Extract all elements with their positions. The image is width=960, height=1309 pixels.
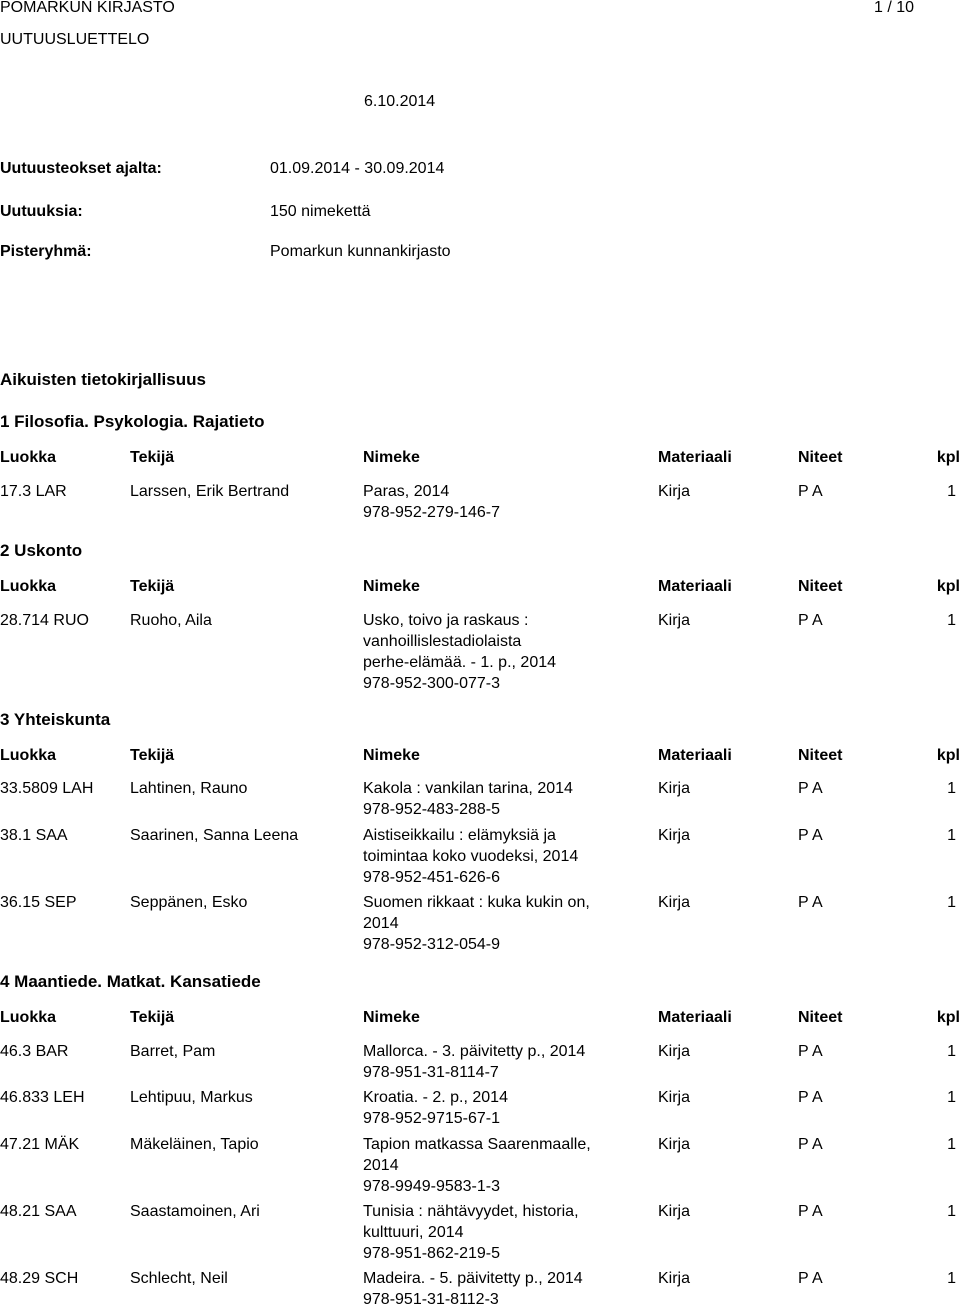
cell-kpl: 1 [947, 1043, 956, 1060]
column-header-materiaali: Materiaali [658, 747, 732, 764]
column-header-tekija: Tekijä [130, 747, 175, 764]
cell-tekija: Seppänen, Esko [130, 894, 248, 911]
cell-nimeke-line: vanhoillislestadiolaista [363, 633, 522, 650]
cell-nimeke-line: 978-952-9715-67-1 [363, 1110, 500, 1127]
section-title: 3 Yhteiskunta [0, 710, 111, 729]
column-header-tekija: Tekijä [130, 449, 175, 466]
cell-niteet: P A [798, 1270, 823, 1287]
column-header-luokka: Luokka [0, 1009, 57, 1026]
column-header-luokka: Luokka [0, 747, 57, 764]
column-header-nimeke: Nimeke [363, 449, 420, 466]
cell-nimeke-line: Tunisia : nähtävyydet, historia, [363, 1203, 579, 1220]
cell-materiaali: Kirja [658, 483, 691, 500]
column-header-nimeke: Nimeke [363, 1009, 420, 1026]
column-header-luokka: Luokka [0, 449, 57, 466]
cell-nimeke-line: Usko, toivo ja raskaus : [363, 612, 529, 629]
meta-label-period: Uutuusteokset ajalta: [0, 160, 162, 177]
cell-kpl: 1 [947, 1136, 956, 1153]
section-title: 2 Uskonto [0, 541, 83, 560]
cell-kpl: 1 [947, 894, 956, 911]
section-title: 1 Filosofia. Psykologia. Rajatieto [0, 412, 265, 431]
cell-kpl: 1 [947, 1089, 956, 1106]
cell-tekija: Lehtipuu, Markus [130, 1089, 253, 1106]
meta-label-group: Pisteryhmä: [0, 243, 92, 260]
cell-niteet: P A [798, 1203, 823, 1220]
cell-nimeke-line: 2014 [363, 1157, 399, 1174]
cell-luokka: 47.21 MÄK [0, 1136, 80, 1153]
cell-tekija: Saastamoinen, Ari [130, 1203, 260, 1220]
cell-nimeke-line: 978-952-279-146-7 [363, 504, 500, 521]
cell-tekija: Barret, Pam [130, 1043, 216, 1060]
cell-materiaali: Kirja [658, 1270, 691, 1287]
cell-luokka: 36.15 SEP [0, 894, 77, 911]
cell-nimeke-line: 978-951-31-8112-3 [363, 1291, 499, 1308]
cell-kpl: 1 [947, 1203, 956, 1220]
column-header-nimeke: Nimeke [363, 578, 420, 595]
cell-tekija: Saarinen, Sanna Leena [130, 827, 299, 844]
list-title: UUTUUSLUETTELO [0, 31, 150, 48]
column-header-niteet: Niteet [798, 747, 843, 764]
report-date: 6.10.2014 [364, 93, 436, 110]
cell-tekija: Mäkeläinen, Tapio [130, 1136, 259, 1153]
meta-value-count: 150 nimekettä [270, 203, 371, 220]
section-title: 4 Maantiede. Matkat. Kansatiede [0, 972, 261, 991]
cell-niteet: P A [798, 612, 823, 629]
cell-niteet: P A [798, 827, 823, 844]
cell-niteet: P A [798, 1136, 823, 1153]
cell-nimeke-line: Kakola : vankilan tarina, 2014 [363, 780, 573, 797]
cell-tekija: Lahtinen, Rauno [130, 780, 248, 797]
column-header-materiaali: Materiaali [658, 449, 732, 466]
cell-kpl: 1 [947, 612, 956, 629]
cell-niteet: P A [798, 894, 823, 911]
cell-niteet: P A [798, 1043, 823, 1060]
cell-materiaali: Kirja [658, 780, 691, 797]
cell-luokka: 38.1 SAA [0, 827, 68, 844]
cell-luokka: 46.833 LEH [0, 1089, 85, 1106]
cell-materiaali: Kirja [658, 1043, 691, 1060]
cell-nimeke-line: 2014 [363, 915, 399, 932]
cell-nimeke-line: 978-952-483-288-5 [363, 801, 500, 818]
cell-tekija: Larssen, Erik Bertrand [130, 483, 290, 500]
cell-nimeke-line: toimintaa koko vuodeksi, 2014 [363, 848, 579, 865]
column-header-niteet: Niteet [798, 578, 843, 595]
cell-nimeke-line: 978-952-451-626-6 [363, 869, 500, 886]
cell-nimeke-line: 978-952-300-077-3 [363, 675, 500, 692]
cell-nimeke-line: 978-9949-9583-1-3 [363, 1178, 500, 1195]
cell-materiaali: Kirja [658, 894, 691, 911]
cell-kpl: 1 [947, 827, 956, 844]
cell-kpl: 1 [947, 483, 956, 500]
page-number: 1 / 10 [874, 0, 915, 16]
cell-materiaali: Kirja [658, 612, 691, 629]
column-header-niteet: Niteet [798, 1009, 843, 1026]
column-header-kpl: kpl [936, 449, 960, 466]
cell-nimeke-line: Tapion matkassa Saarenmaalle, [363, 1136, 591, 1153]
column-header-kpl: kpl [936, 747, 960, 764]
cell-luokka: 28.714 RUO [0, 612, 89, 629]
cell-niteet: P A [798, 780, 823, 797]
cell-nimeke-line: 978-951-862-219-5 [363, 1245, 500, 1262]
column-header-tekija: Tekijä [130, 1009, 175, 1026]
cell-nimeke-line: kulttuuri, 2014 [363, 1224, 464, 1241]
meta-label-count: Uutuuksia: [0, 203, 83, 220]
cell-nimeke-line: perhe-elämää. - 1. p., 2014 [363, 654, 557, 671]
column-header-tekija: Tekijä [130, 578, 175, 595]
cell-niteet: P A [798, 1089, 823, 1106]
cell-nimeke-line: Mallorca. - 3. päivitetty p., 2014 [363, 1043, 586, 1060]
cell-materiaali: Kirja [658, 1136, 691, 1153]
category-title: Aikuisten tietokirjallisuus [0, 370, 206, 389]
library-name: POMARKUN KIRJASTO [0, 0, 175, 16]
cell-kpl: 1 [947, 1270, 956, 1287]
cell-materiaali: Kirja [658, 827, 691, 844]
column-header-materiaali: Materiaali [658, 578, 732, 595]
cell-luokka: 46.3 BAR [0, 1043, 69, 1060]
cell-nimeke-line: Paras, 2014 [363, 483, 450, 500]
cell-luokka: 17.3 LAR [0, 483, 67, 500]
cell-nimeke-line: Madeira. - 5. päivitetty p., 2014 [363, 1270, 583, 1287]
cell-luokka: 48.29 SCH [0, 1270, 79, 1287]
cell-materiaali: Kirja [658, 1203, 691, 1220]
column-header-kpl: kpl [936, 578, 960, 595]
cell-tekija: Ruoho, Aila [130, 612, 212, 629]
column-header-kpl: kpl [936, 1009, 960, 1026]
cell-nimeke-line: Aistiseikkailu : elämyksiä ja [363, 827, 556, 844]
cell-nimeke-line: 978-951-31-8114-7 [363, 1064, 499, 1081]
meta-value-group: Pomarkun kunnankirjasto [270, 243, 451, 260]
cell-materiaali: Kirja [658, 1089, 691, 1106]
column-header-nimeke: Nimeke [363, 747, 420, 764]
column-header-niteet: Niteet [798, 449, 843, 466]
cell-nimeke-line: Suomen rikkaat : kuka kukin on, [363, 894, 590, 911]
column-header-materiaali: Materiaali [658, 1009, 732, 1026]
cell-tekija: Schlecht, Neil [130, 1270, 228, 1287]
cell-nimeke-line: Kroatia. - 2. p., 2014 [363, 1089, 508, 1106]
cell-nimeke-line: 978-952-312-054-9 [363, 936, 500, 953]
cell-kpl: 1 [947, 780, 956, 797]
cell-luokka: 48.21 SAA [0, 1203, 77, 1220]
cell-niteet: P A [798, 483, 823, 500]
column-header-luokka: Luokka [0, 578, 57, 595]
meta-value-period: 01.09.2014 - 30.09.2014 [270, 160, 445, 177]
cell-luokka: 33.5809 LAH [0, 780, 94, 797]
